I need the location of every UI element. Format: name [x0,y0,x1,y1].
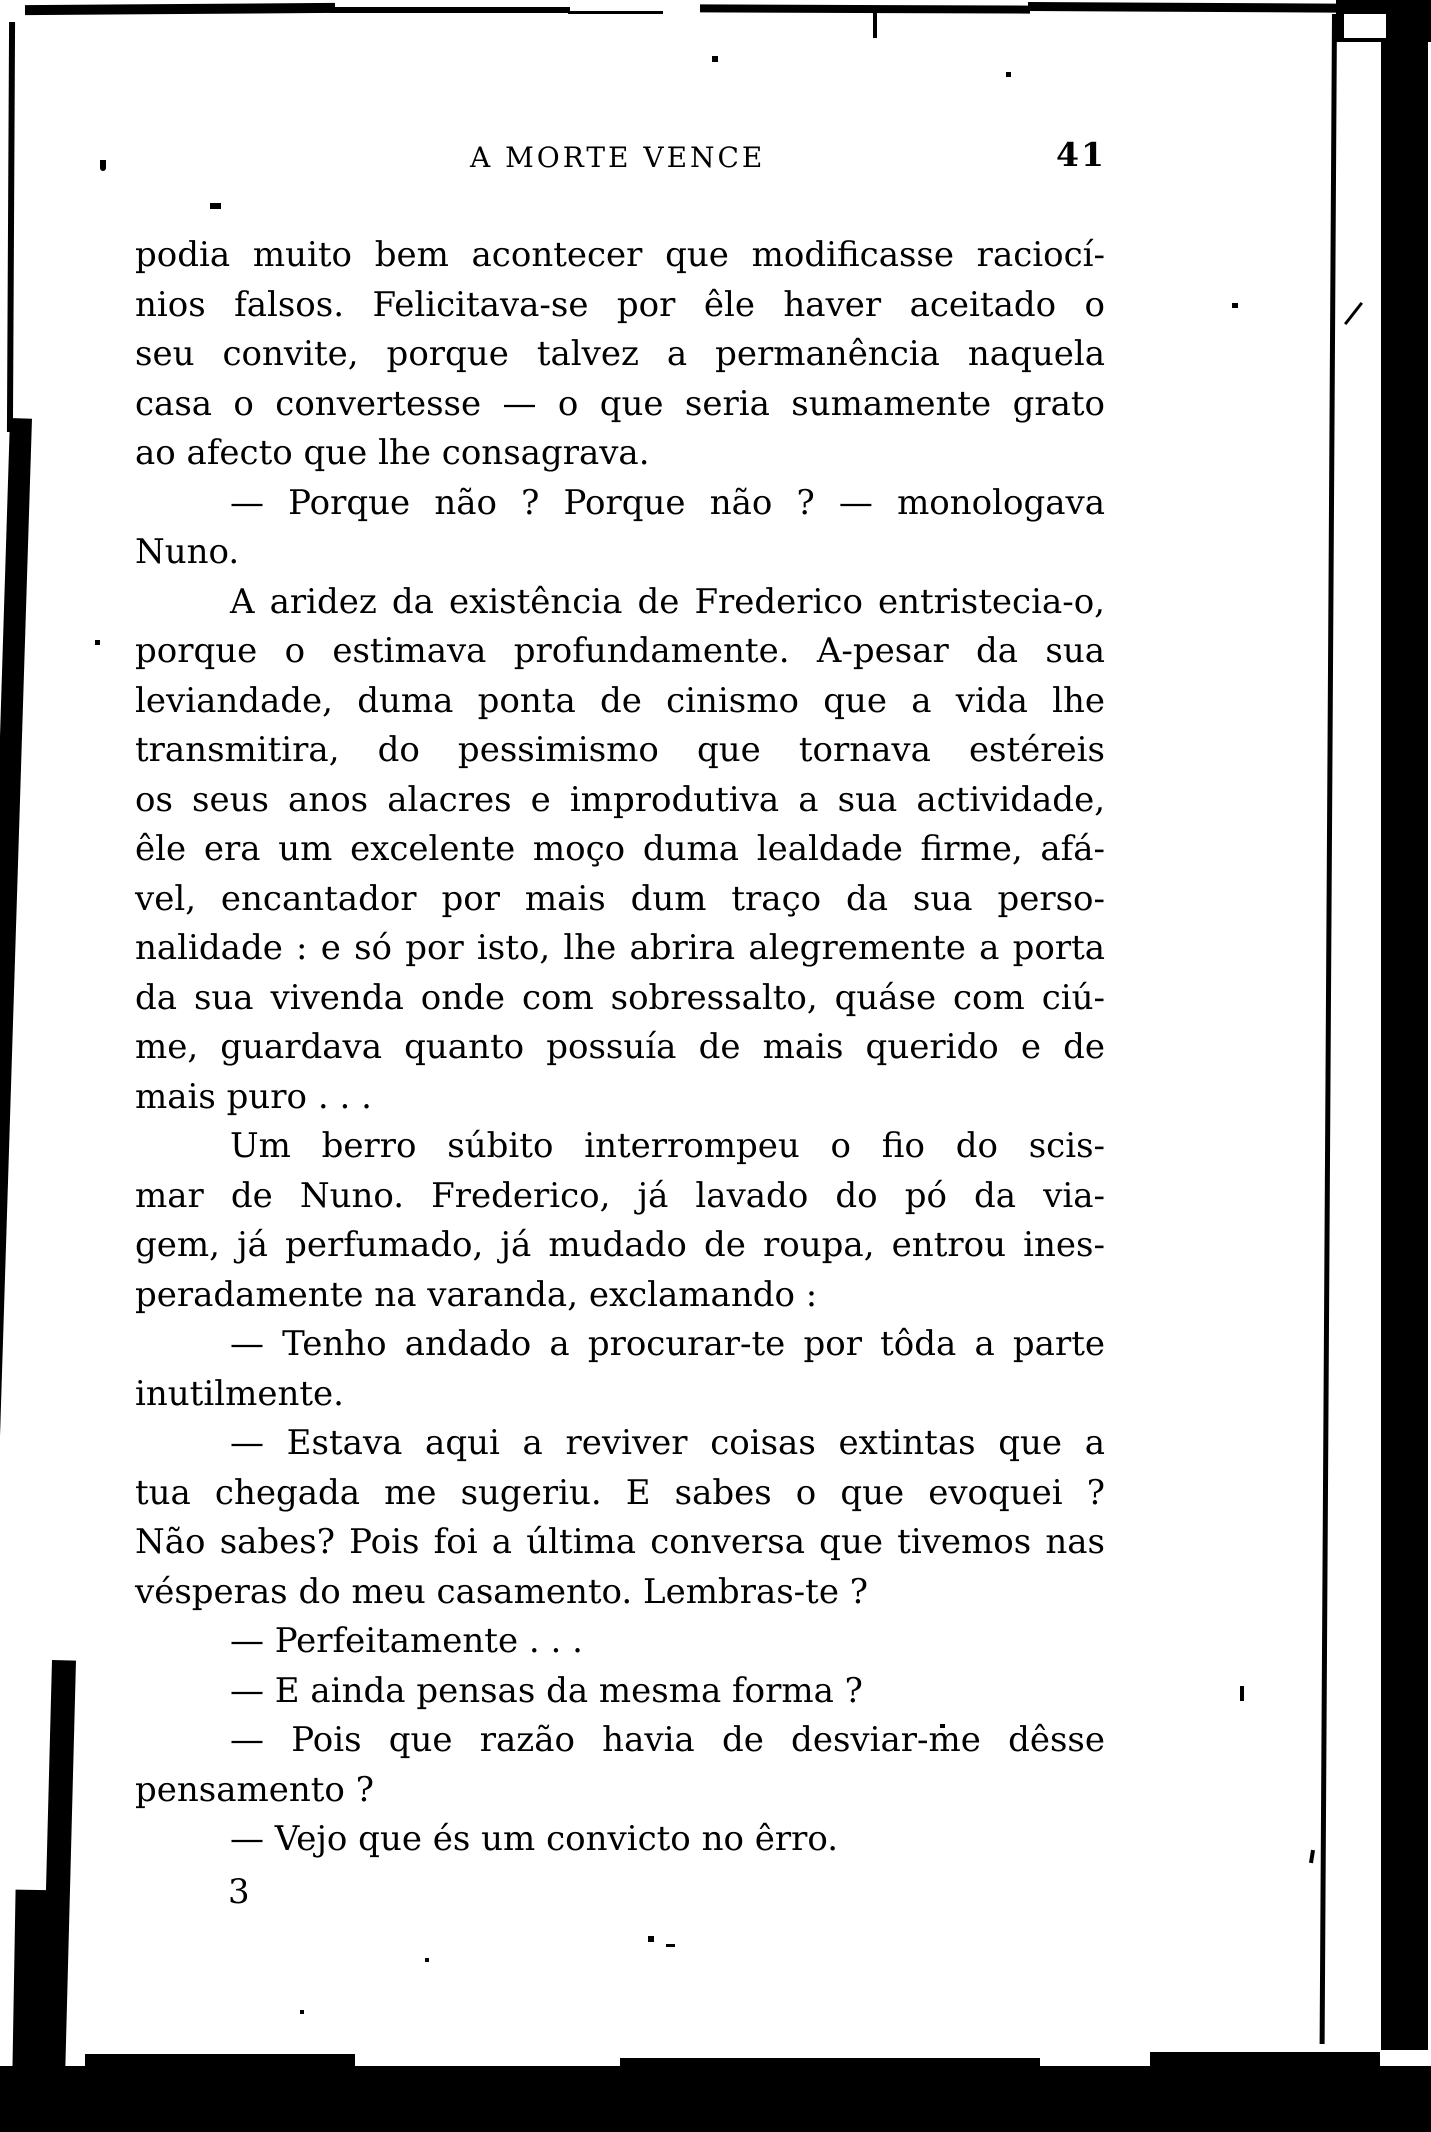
scan-artifact [330,7,570,13]
body-line: seu convite, porque talvez a permanência naquela [135,334,1105,374]
scan-artifact [1344,302,1363,325]
scan-artifact [100,160,106,171]
body-line: Um berro súbito interrompeu o fio do scis- [230,1126,1105,1166]
body-line: ao afecto que lhe consagrava. [135,433,650,473]
scan-artifact [1232,303,1238,308]
scan-artifact [425,1958,429,1962]
body-line: nios falsos. Felicitava-se por êle haver aceitado o [135,284,1105,325]
body-line: leviandade, duma ponta de cinismo que a vida lhe [135,680,1105,721]
scan-artifact [1240,1686,1244,1701]
body-line: Não sabes? Pois foi a última conversa que tivemos nas [135,1522,1105,1562]
scan-artifact [1381,0,1428,2050]
scan-artifact [12,1890,61,2071]
header-title: A MORTE VENCE [470,141,766,174]
scan-artifact [712,56,718,62]
body-line: transmitira, do pessimismo que tornava estéreis [135,730,1105,770]
body-line: — Estava aqui a reviver coisas extintas que a [230,1423,1105,1463]
scan-artifact [648,1936,654,1942]
scan-artifact [700,4,1030,13]
body-line: podia muito bem acontecer que modificasse raciocí- [135,235,1105,275]
body-line: tua chegada me sugeriu. E sabes o que evoquei ? [135,1472,1105,1513]
scan-artifact [666,1944,675,1947]
body-line: mar de Nuno. Frederico, já lavado do pó da via- [135,1175,1105,1216]
body-line: nalidade : e só por isto, lhe abrira alegremente a porta [135,928,1105,968]
body-line: — Porque não ? Porque não ? — monologava [230,482,1105,523]
body-line: — Perfeitamente . . . [230,1621,583,1661]
body-line: — Pois que razão havia de desviar-me dêsse [230,1720,1105,1760]
body-line: inutilmente. [135,1373,344,1414]
scan-artifact [210,203,221,209]
signature-mark: 3 [228,1872,250,1912]
body-line: A aridez da existência de Frederico entristecia-o, [230,581,1105,622]
scan-artifact [1320,14,1337,2044]
page-number: 41 [1056,135,1106,174]
scan-artifact [1150,2052,1380,2068]
body-line: — E ainda pensas da mesma forma ? [230,1670,863,1711]
body-line: peradamente na varanda, exclamando : [135,1274,818,1315]
body-line: — Vejo que és um convicto no êrro. [230,1819,839,1859]
scan-artifact [25,3,335,15]
text-block [135,231,1105,1865]
scan-artifact [873,8,877,38]
scan-artifact [85,2054,355,2068]
body-line: vel, encantador por mais dum traço da sua perso- [135,878,1105,919]
body-line: gem, já perfumado, já mudado de roupa, entrou ines- [135,1225,1105,1265]
scan-artifact [1006,72,1011,77]
body-line: casa o convertesse — o que seria sumamente grato [135,383,1105,424]
body-line: porque o estimava profundamente. A-pesar da sua [135,631,1105,671]
scan-artifact [7,22,15,432]
scan-artifact [0,2066,1431,2132]
body-line: Nuno. [135,532,240,572]
scan-artifact [620,2058,1040,2068]
body-line: os seus anos alacres e improdutiva a sua actividade, [135,779,1105,820]
body-line: — Tenho andado a procurar-te por tôda a parte [230,1324,1105,1364]
body-line: pensamento ? [135,1769,374,1810]
body-line: mais puro . . . [135,1076,372,1117]
scan-artifact [1309,1850,1315,1863]
scan-artifact [300,2010,304,2014]
scan-artifact [1344,14,1386,38]
scan-artifact [0,418,32,1680]
body-line: me, guardava quanto possuía de mais querido e de [135,1027,1105,1067]
scan-artifact [568,11,663,14]
body-line: vésperas do meu casamento. Lembras-te ? [135,1571,868,1612]
body-line: êle era um excelente moço duma lealdade firme, afá- [135,829,1105,869]
body-line: da sua vivenda onde com sobressalto, quáse com ciú- [135,977,1105,1018]
scan-artifact [95,640,100,645]
